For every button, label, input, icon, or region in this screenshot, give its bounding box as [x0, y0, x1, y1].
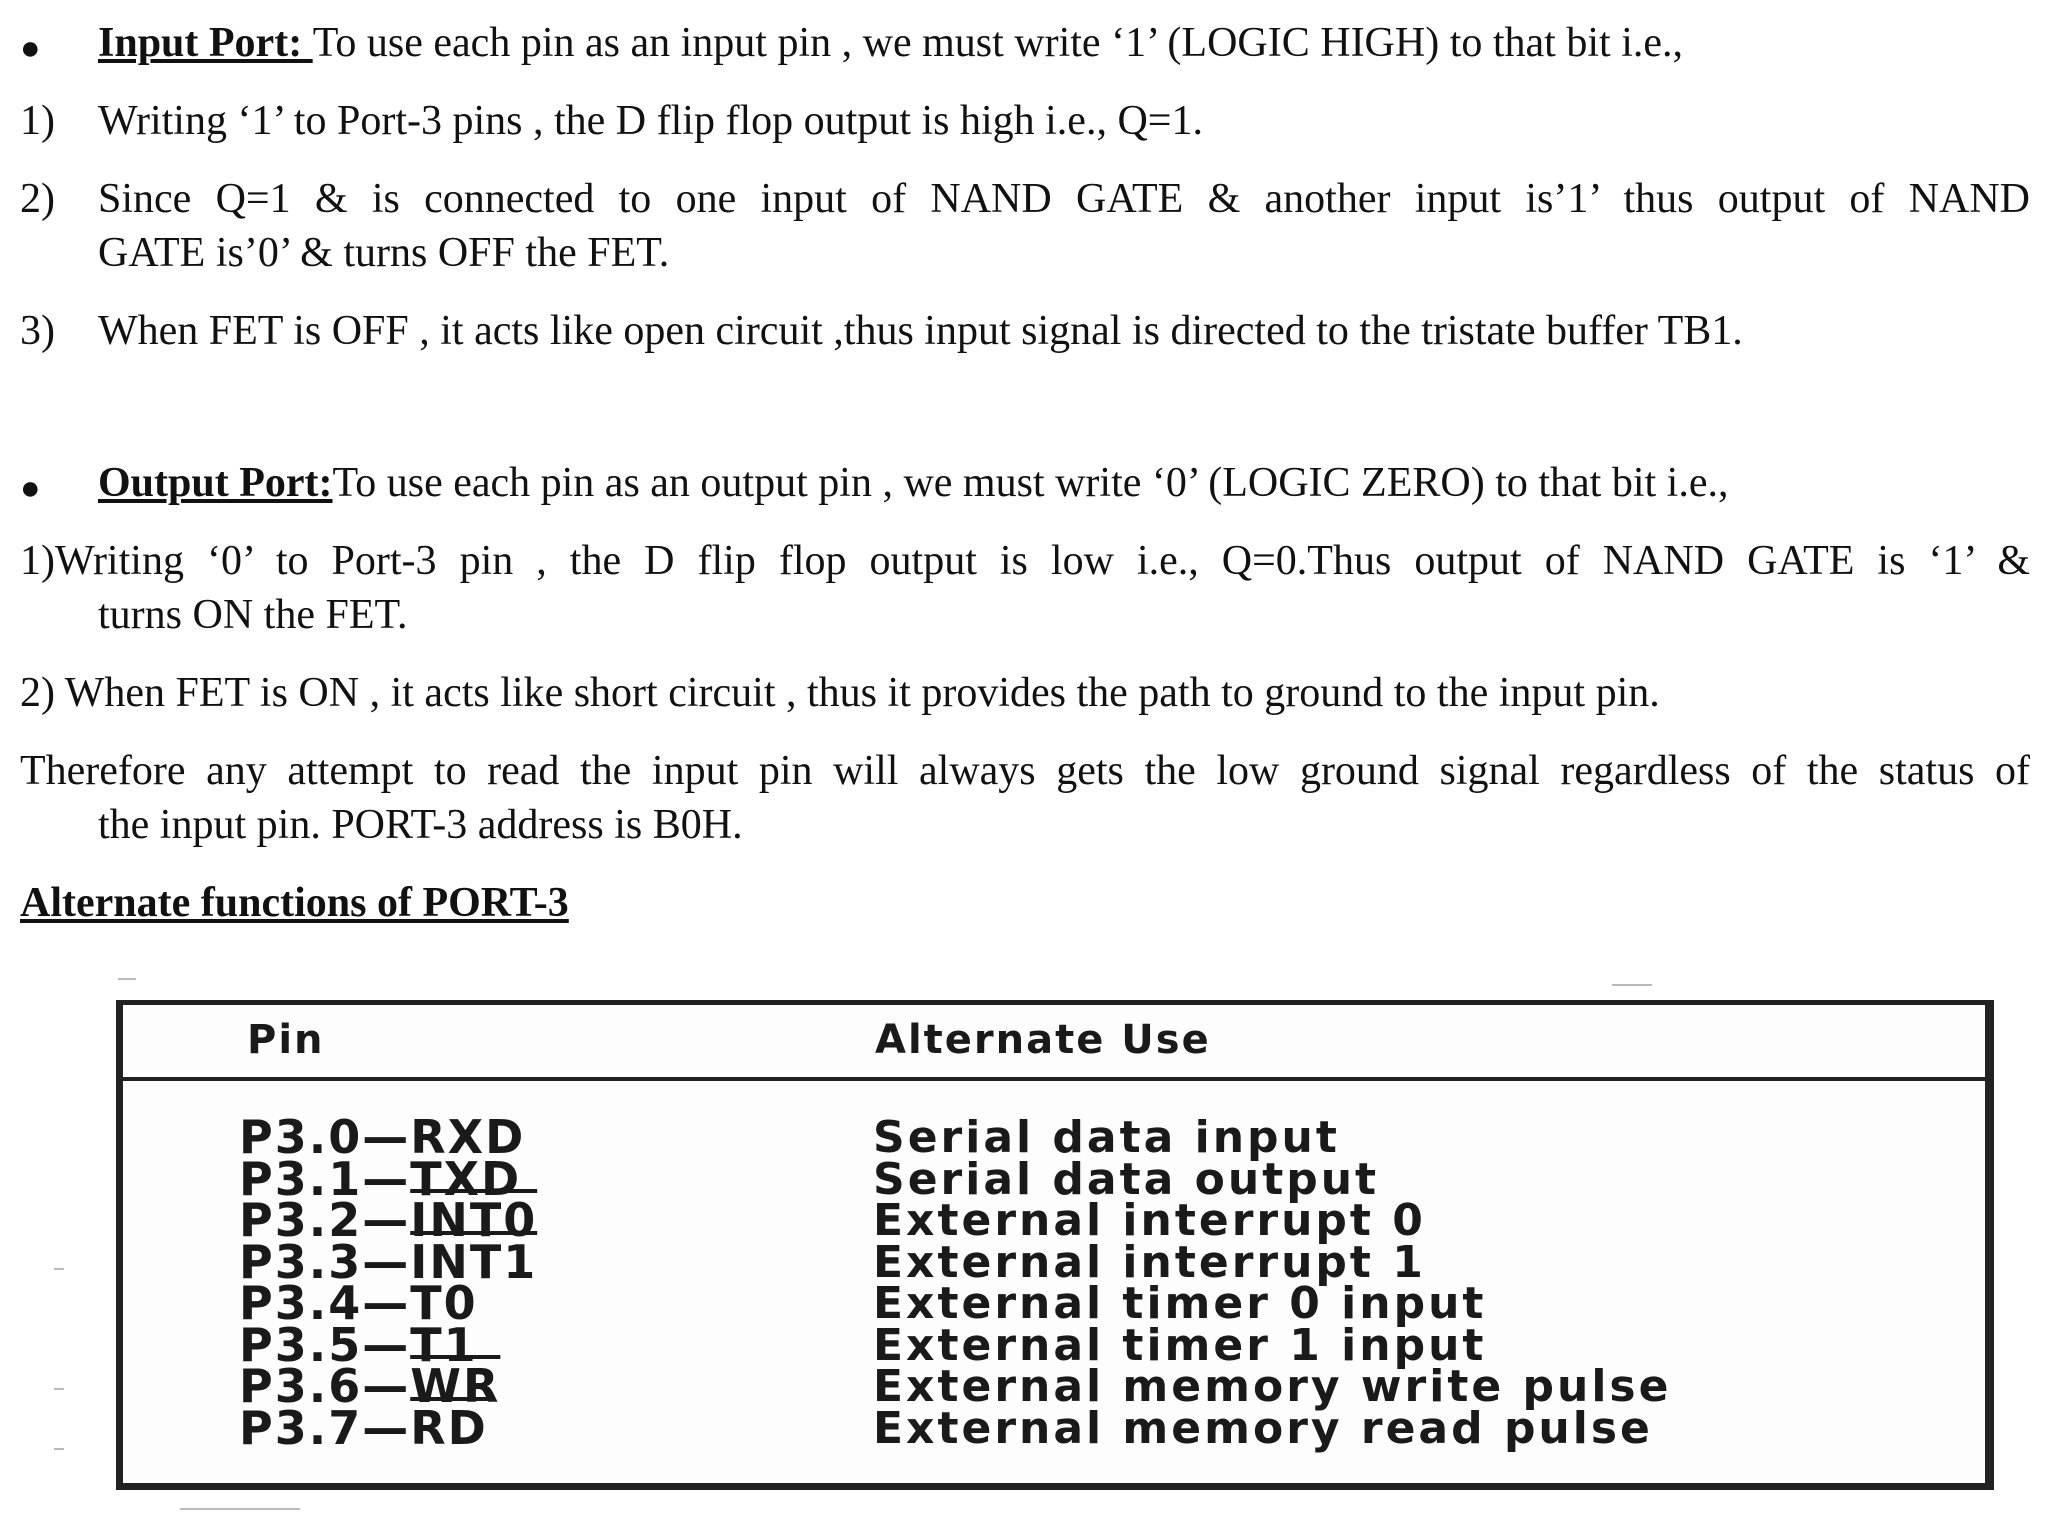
alternate-functions-heading: Alternate functions of PORT-3 [20, 880, 569, 926]
input-port-heading: Input Port: [98, 20, 313, 66]
input-port-intro-line [98, 16, 1683, 70]
output-note-line1: Therefore any attempt to read the input pin will always gets the low ground signal regardless of the status of [20, 748, 2030, 794]
output-port-intro-line [98, 456, 1729, 510]
table-row-pin: $P3.7—\overline{RD}$ [239, 1400, 488, 1455]
table-use-column [873, 1112, 1672, 1454]
output-note-line2: the input pin. PORT-3 address is B0H. [98, 802, 743, 848]
table-row-pin: P3.1—TXD [239, 1151, 522, 1206]
table-row-pin: P3.2—INT0 [239, 1193, 538, 1247]
table-row-use: External interrupt 1 [873, 1236, 1426, 1288]
input-step-2-line1: Since Q=1 & is connected to one input of NAND GATE & another input is’1’ thus output of NAND [98, 176, 2030, 222]
table-row-pin: P3.5—T1 [239, 1317, 478, 1372]
table-row-pin: $P3.6—\overline{WR}$ [239, 1359, 501, 1413]
table-row-use: Serial data input [873, 1112, 1340, 1163]
table-row-use: External timer 0 input [873, 1278, 1487, 1329]
table-pin-column [239, 1110, 538, 1455]
input-step-3-number: 3) [20, 308, 55, 354]
table-row-pin: P3.4—T0 [239, 1276, 478, 1330]
output-step-1-line1: 1)Writing ‘0’ to Port-3 pin , the D flip flop output is low i.e., Q=0.Thus output of NAND GATE is ‘1’ & [20, 538, 2030, 584]
table-header-divider [123, 1077, 1985, 1081]
scan-speck [54, 1448, 64, 1450]
table-row-pin: P3.3—INT1 [239, 1234, 538, 1289]
scan-speck [180, 1508, 300, 1510]
input-step-3-text: When FET is OFF , it acts like open circuit ,thus input signal is directed to the tristate buffer TB1. [98, 308, 1743, 354]
input-step-1-text: Writing ‘1’ to Port-3 pins , the D flip flop output is high i.e., Q=1. [98, 98, 1203, 144]
output-port-heading: Output Port: [98, 460, 333, 506]
input-step-1-number: 1) [20, 98, 55, 144]
scan-speck [54, 1388, 64, 1390]
bullet-input-port: ● [20, 30, 41, 67]
output-step-1-line2: turns ON the FET. [98, 592, 408, 638]
table-row-use: External interrupt 0 [873, 1195, 1426, 1246]
scan-speck [1612, 984, 1652, 986]
table-row-use: External memory write pulse [873, 1361, 1672, 1412]
input-port-intro: To use each pin as an input pin , we must write ‘1’ (LOGIC HIGH) to that bit i.e., [312, 20, 1683, 66]
table-row-pin: P3.0—RXD [239, 1110, 526, 1164]
input-step-2-number: 2) [20, 176, 55, 222]
output-step-2-text: 2) When FET is ON , it acts like short circuit , thus it provides the path to ground to the input pin. [20, 670, 1660, 716]
input-step-2-line2: GATE is’0’ & turns OFF the FET. [98, 230, 670, 276]
table-row-use: External timer 1 input [873, 1319, 1487, 1371]
table-row-use: External memory read pulse [873, 1402, 1653, 1454]
table-header-alternate-use: Alternate Use [875, 1017, 1211, 1063]
table-row-use: Serial data output [873, 1153, 1380, 1205]
scan-speck [118, 978, 136, 980]
table-header-pin: Pin [247, 1017, 325, 1063]
output-port-intro: To use each pin as an output pin , we must write ‘0’ (LOGIC ZERO) to that bit i.e., [332, 460, 1729, 506]
scan-speck [54, 1268, 64, 1270]
bullet-output-port: ● [20, 470, 41, 507]
port3-alternate-functions-table [116, 1000, 1994, 1490]
